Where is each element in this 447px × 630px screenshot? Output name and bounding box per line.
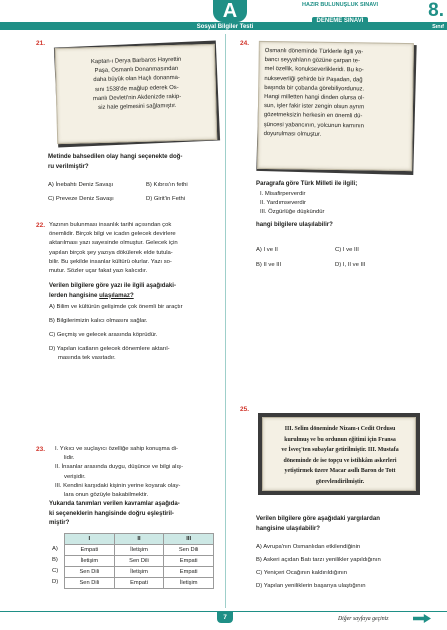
q21-box-line: Paşa, Osmanlı Donanmasından	[94, 66, 179, 75]
q24-option-b[interactable]: B) II ve III	[256, 262, 282, 268]
q22-text-line: aktarılması yazı sayesinde olmuştur. Gelecek için	[49, 240, 178, 247]
q21-option-c[interactable]: C) Preveze Deniz Savaşı	[48, 196, 114, 202]
q23-stem-line: miştir?	[49, 519, 70, 527]
q22-text-line: Yazının bulunması insanlık tarihi açısından çok	[49, 222, 172, 228]
grade-badge	[402, 0, 444, 30]
q25-box-text	[267, 424, 413, 487]
q23-item-line: lara onun gözüyle bakabilmektir.	[64, 492, 149, 499]
q24-box-line: sun, işler fakir ister zengin olsun ayrım	[263, 103, 365, 111]
q24-text-box	[257, 41, 414, 171]
q24-option-c[interactable]: C) I ve III	[335, 247, 359, 253]
q24-items	[260, 190, 325, 218]
q24-box-line: Hangi milletten hangi dinden olursa ol-	[264, 94, 365, 102]
q25-box-line: yetiştirmek üzere Macar asıllı Baron de Tott	[284, 468, 396, 474]
q23-item-line: III. Kendini karşıdaki kişinin yerine koyarak olay-	[55, 482, 181, 489]
q21-option-d[interactable]: D) Girit'in Fethi	[146, 196, 186, 202]
exam-brand	[290, 2, 390, 27]
table-cell: Sen Dili	[164, 545, 214, 556]
table-cell: İletişim	[114, 567, 164, 578]
q21-text-box	[55, 44, 217, 144]
q25-option-a[interactable]: A) Avrupa'nın Osmanlıdan etkilendiğinin	[256, 544, 361, 550]
table-cell: Empati	[114, 578, 164, 589]
q25-stem-line: hangisine ulaşılabilir?	[256, 524, 320, 532]
q23-option-d-label[interactable]: D)	[52, 579, 59, 585]
q23-option-a-label[interactable]: A)	[52, 546, 58, 552]
question-24-number: 24.	[240, 40, 250, 47]
table-header-row	[65, 534, 214, 545]
q21-box-text	[62, 55, 211, 114]
q24-stem: Paragrafa göre Türk Milleti ile ilgili;	[256, 180, 358, 187]
grade-number: 8.	[428, 0, 444, 21]
q23-item-line: II. İnsanlar arasında duygu, düşünce ve bilgi alış-	[55, 464, 184, 471]
q22-text	[49, 221, 221, 276]
q22-option-d-line: D) Yapılan icatların gelecek dönemlere aktarıl-	[49, 346, 170, 352]
q22-stem	[49, 281, 176, 300]
q24-option-a[interactable]: A) I ve II	[256, 247, 278, 253]
q24-box-line: şüncesi yabancının, yolcunun karnının	[263, 121, 364, 130]
q21-box-line: sını 1538'de mağlup ederek Os-	[94, 84, 179, 93]
brand-bottom: DENEME SINAVI	[312, 17, 369, 25]
page-header	[0, 0, 447, 32]
q23-stem-line: ki seçeneklerin hangisinde doğru eşleştiril-	[49, 509, 174, 517]
q25-option-c[interactable]: C) Yeniçeri Ocağının kaldırıldığının	[256, 570, 348, 576]
q24-box-text	[264, 47, 410, 141]
q25-stem	[256, 514, 380, 533]
q23-stem	[49, 499, 180, 528]
q21-box-line: Kaptan-ı Derya Barbaros Hayrettin	[90, 56, 182, 66]
q21-option-b[interactable]: B) Kıbrıs'ın fethi	[146, 182, 188, 188]
page-number: 7	[217, 612, 233, 623]
q24-box-line: başında bir çobanda görebiliyordunuz.	[264, 84, 365, 93]
table-cell: Sen Dili	[114, 556, 164, 567]
q25-stem-line: Verilen bilgilere göre aşağıdaki yargılardan	[256, 515, 380, 522]
table-cell: İletişim	[164, 578, 214, 589]
q25-box-line: döneminde de ise topçu ve istihkâm askerleri	[283, 457, 397, 464]
q25-option-d[interactable]: D) Yapılan yeniliklerin başarıya ulaştığının	[256, 583, 366, 589]
table-cell: Empati	[65, 545, 115, 556]
q25-box-line: kurulmuş ve bu ordunun eğitimi için Fransa	[284, 436, 396, 443]
q21-box-line: siz hale gelmesini sağlamıştır.	[98, 102, 177, 112]
q23-item-line: verişidir.	[64, 473, 86, 480]
q24-item: III. Özgürlüğe düşkündür	[260, 209, 325, 216]
column-divider	[225, 34, 226, 608]
q24-option-d[interactable]: D) I, II ve III	[335, 262, 366, 268]
brand-top: HAZIR BULUNUŞLUK SINAVI	[302, 2, 378, 8]
q23-option-c-label[interactable]: C)	[52, 568, 59, 574]
booklet-logo: A	[213, 0, 247, 22]
q23-item-line: I. Yıkıcı ve suçlayıcı özelliğe sahip konuşma di-	[55, 446, 178, 452]
next-page-note: Diğer sayfaya geçiniz	[338, 616, 389, 622]
table-cell: Sen Dili	[65, 578, 115, 589]
q22-text-line: yapılan birçok şey yazıya dökülerek elde tutula-	[49, 249, 173, 256]
table-row[interactable]	[65, 578, 214, 589]
q22-text-line: önemlidir. Birçok bilgi ve icadın gelecek devirlere	[49, 231, 176, 238]
q21-stem-line: ru verilmiştir?	[48, 162, 89, 170]
table-row[interactable]	[65, 556, 214, 567]
q21-stem	[48, 152, 182, 171]
q24-box-line: bancı seyyahların gözüne çarpan te-	[264, 57, 360, 65]
q24-item: I. Misafirperverdir	[260, 191, 306, 197]
q22-text-line: bilir. Bu şekilde insanlar kültürü olurlar. Yazı so-	[49, 258, 172, 265]
table-header: I	[65, 534, 115, 545]
table-row[interactable]	[65, 545, 214, 556]
q22-option-b[interactable]: B) Bilgilerimizin kalıcı olmasını sağlar.	[49, 318, 148, 324]
q24-box-line: gözetmeksizin herkesin en önemli dü-	[263, 112, 363, 120]
q22-option-c[interactable]: C) Geçmiş ve gelecek arasında köprüdür.	[49, 332, 158, 338]
q25-text-box	[262, 417, 416, 491]
q22-stem-line: Verilen bilgilere göre yazı ile ilgili aşağıdaki-	[49, 282, 177, 289]
table-cell: İletişim	[65, 556, 115, 567]
q22-option-d[interactable]	[49, 345, 170, 364]
table-cell: Sen Dili	[65, 567, 115, 578]
q23-answer-table	[64, 533, 214, 589]
q24-box-line: nukseverliği şehirde bir Paşadan, dağ	[264, 75, 363, 83]
subject-title: Sosyal Bilgiler Testi	[196, 24, 254, 30]
q22-text-line: mutur. Sözler uçar fakat yazı kalıcıdır.	[49, 268, 148, 275]
q23-items	[55, 445, 225, 500]
grade-unit: Sınıf	[432, 24, 444, 30]
question-21-number: 21.	[36, 40, 46, 47]
q25-box-line: görevlendirilmiştir.	[315, 478, 365, 485]
table-header: III	[164, 534, 214, 545]
q21-stem-line: Metinde bahsedilen olay hangi seçenekte doğ-	[48, 153, 183, 160]
table-cell: Empati	[164, 567, 214, 578]
q25-box-line: ve İsveç'ten subaylar getirilmiştir. III. Mustafa	[281, 447, 399, 453]
q22-option-a[interactable]: A) Bilim ve kültürün gelişimde çok önemli bir araçtır	[49, 304, 183, 310]
q21-box-line: manlı Devleti'nin Akdenizde rakip-	[92, 93, 182, 102]
q25-box-line: III. Selim döneminde Nizam-ı Cedit Ordusu	[284, 426, 396, 432]
arrow-right-icon	[413, 614, 431, 623]
q25-option-b[interactable]: B) Askeri açıdan Batı tarzı yenilikler yapıldığının	[256, 557, 381, 563]
table-header: II	[114, 534, 164, 545]
q23-option-b-label[interactable]: B)	[52, 557, 58, 563]
q22-stem-line: lerden hangisine	[49, 291, 98, 299]
q23-row-labels	[52, 544, 58, 588]
q22-stem-emphasis: ulaşılamaz?	[99, 291, 134, 299]
q24-item: II. Yardımseverdir	[260, 200, 306, 207]
q24-question: hangi bilgilere ulaşılabilir?	[256, 221, 333, 228]
question-25-number: 25.	[240, 406, 250, 413]
q23-item-line: lidir.	[64, 455, 75, 462]
q24-box-line: doyurulması olmuştur.	[263, 130, 322, 138]
q23-stem-line: Yukarıda tanımları verilen kavramlar aşağıda-	[49, 500, 180, 507]
table-cell: Empati	[164, 556, 214, 567]
question-22-number: 22.	[36, 222, 46, 229]
table-cell: İletişim	[114, 545, 164, 556]
q21-option-a[interactable]: A) İnebahtı Deniz Savaşı	[48, 182, 114, 188]
q24-box-line: mel özellik, konukseverlikleridi. Bu ko-	[264, 66, 364, 74]
q22-option-d-line: masında tek vasıtadır.	[58, 355, 116, 362]
q24-box-line: Osmanlı döneminde Türklerle ilgili ya-	[264, 48, 364, 56]
question-23-number: 23.	[36, 446, 46, 453]
table-row[interactable]	[65, 567, 214, 578]
q21-box-line: daha büyük olan Haçlı donanma-	[93, 75, 180, 84]
